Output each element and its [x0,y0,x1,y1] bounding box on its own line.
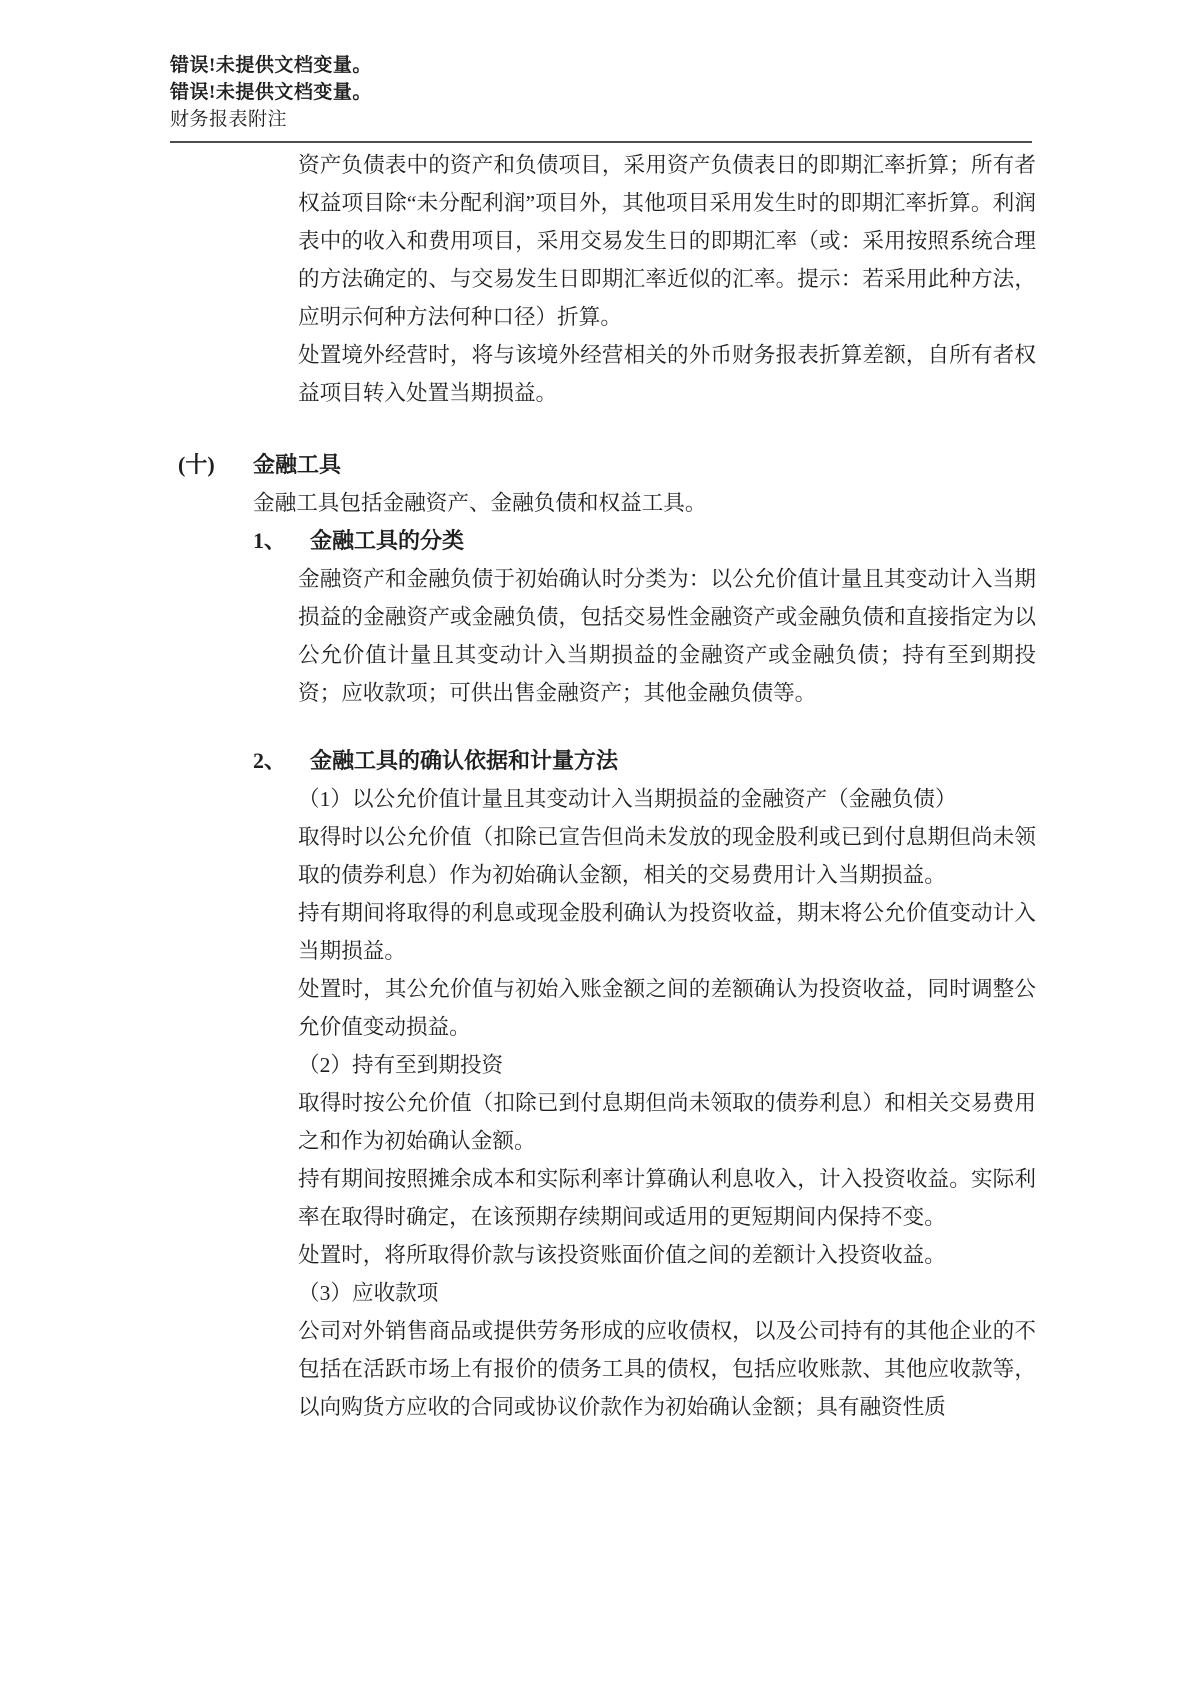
subsection-2-paragraph: 持有期间按照摊余成本和实际利率计算确认利息收入，计入投资收益。实际利率在取得时确定，在该预期存续期间或适用的更短期间内保持不变。 [298,1167,1036,1229]
subsection-2-paragraph: （2）持有至到期投资 [298,1053,504,1077]
subsection-1-heading [253,522,1040,560]
subsection-1-paragraph: 金融资产和金融负债于初始确认时分类为：以公允价值计量且其变动计入当期损益的金融资产或金融负债，包括交易性金融资产或金融负债和直接指定为以公允价值计量且其变动计入当期损益的金融资产或金融负债；持有至到期投资；应收款项；可供出售金融资产；其他金融负债等。 [298,567,1036,705]
subsection-2-paragraph: （3）应收款项 [298,1281,439,1305]
subsection-2-paragraph: （1）以公允价值计量且其变动计入当期损益的金融资产（金融负债） [298,787,957,811]
subsection-2-paragraph: 持有期间将取得的利息或现金股利确认为投资收益，期末将公允价值变动计入当期损益。 [298,901,1036,963]
section-10-heading [170,446,1040,484]
subsection-2-paragraph: 处置时，其公允价值与初始入账金额之间的差额确认为投资收益，同时调整公允价值变动损益。 [298,977,1036,1039]
section-10-title: 金融工具 [253,452,342,477]
document-body [170,146,1040,1426]
header-error-line-1: 错误!未提供文档变量。 [170,55,372,76]
subsection-1-title: 金融工具的分类 [310,528,465,553]
fx-translation-paragraph: 资产负债表中的资产和负债项目，采用资产负债表日的即期汇率折算；所有者权益项目除“未分配利润”项目外，其他项目采用发生时的即期汇率折算。利润表中的收入和费用项目，采用交易发生日的即期汇率（或：采用按照系统合理的方法确定的、与交易发生日即期汇率近似的汇率。提示：若采用此种方法，应明示何种方法何种口径）折算。 [298,153,1036,329]
subsection-1-number: 1、 [253,528,287,553]
subsection-2-paragraph: 处置时，将所取得价款与该投资账面价值之间的差额计入投资收益。 [298,1243,946,1267]
header-error-line-2: 错误!未提供文档变量。 [170,82,372,103]
subsection-2-paragraph: 公司对外销售商品或提供劳务形成的应收债权，以及公司持有的其他企业的不包括在活跃市场上有报价的债务工具的债权，包括应收账款、其他应收款等，以向购货方应收的合同或协议价款作为初始确认金额；具有融资性质 [298,1319,1036,1419]
subsection-2-number: 2、 [253,748,287,773]
section-10-intro: 金融工具包括金融资产、金融负债和权益工具。 [253,491,707,515]
subsection-2-paragraph: 取得时按公允价值（扣除已到付息期但尚未领取的债券利息）和相关交易费用之和作为初始确认金额。 [298,1091,1036,1153]
header-subtitle: 财务报表附注 [170,109,288,130]
subsection-2-paragraph: 取得时以公允价值（扣除已宣告但尚未发放的现金股利或已到付息期但尚未领取的债券利息）作为初始确认金额，相关的交易费用计入当期损益。 [298,825,1036,887]
subsection-2-heading [253,742,1040,780]
subsection-2-title: 金融工具的确认依据和计量方法 [310,748,619,773]
fx-disposal-paragraph: 处置境外经营时，将与该境外经营相关的外币财务报表折算差额，自所有者权益项目转入处置当期损益。 [298,343,1036,405]
page-header [170,52,1032,143]
section-10-marker: (十) [178,452,215,477]
